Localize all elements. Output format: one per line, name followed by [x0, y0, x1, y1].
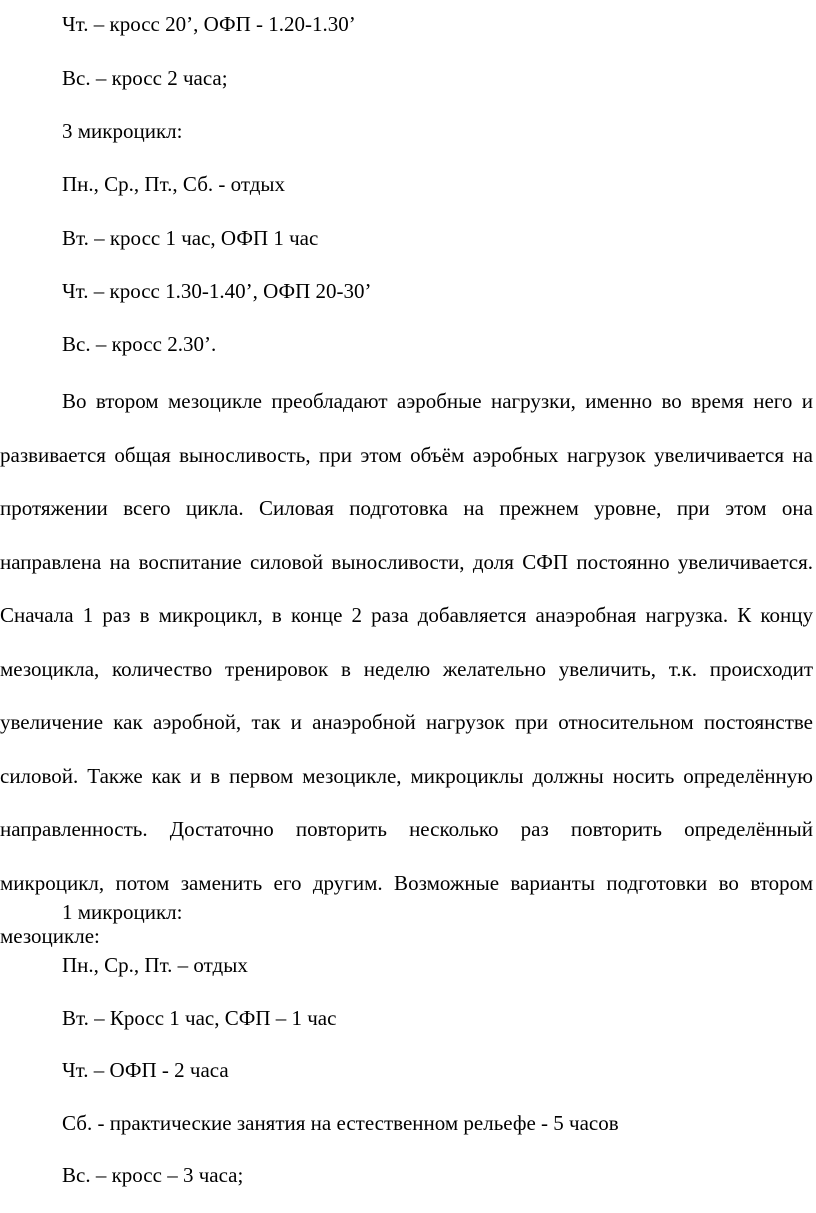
text-line: Пн., Ср., Пт. – отдых — [62, 953, 248, 977]
text-line: 3 микроцикл: — [62, 119, 183, 143]
text-line: Вс. – кросс – 3 часа; — [62, 1163, 244, 1187]
text-line: Чт. – кросс 20’, ОФП - 1.20-1.30’ — [62, 12, 356, 36]
text-line: Вт. – Кросс 1 час, СФП – 1 час — [62, 1006, 337, 1030]
text-line: Вс. – кросс 2.30’. — [62, 332, 217, 356]
text-line: 1 микроцикл: — [62, 900, 183, 924]
text-line: Чт. – ОФП - 2 часа — [62, 1058, 229, 1082]
text-line: Чт. – кросс 1.30-1.40’, ОФП 20-30’ — [62, 279, 372, 303]
body-paragraph: Во втором мезоцикле преобладают аэробные нагрузки, именно во время него и развивается общая выносливость, при этом объём аэробных нагрузок увеличивается на протяжении всего цикла. Силовая подготовка на прежнем уровне, при этом она направлена на воспитание силовой выносливости, доля СФП постоянно увеличивается. Сначала 1 раз в микроцикл, в конце 2 раза добавляется анаэробная нагрузка. К концу мезоцикла, количество тренировок в неделю желательно увеличить, т.к. происходит увеличение как аэробной, так и анаэробной нагрузок при относительном постоянстве силовой. Также как и в первом мезоцикле, микроциклы должны носить определённую направленность. Достаточно повторить несколько раз повторить определённый микроцикл, потом заменить его другим. Возможные варианты подготовки во втором мезоцикле: — [0, 389, 813, 948]
text-line: Вт. – кросс 1 час, ОФП 1 час — [62, 226, 319, 250]
text-line: Сб. - практические занятия на естественном рельефе - 5 часов — [62, 1111, 619, 1135]
text-line: Вс. – кросс 2 часа; — [62, 66, 228, 90]
text-line: Пн., Ср., Пт., Сб. - отдых — [62, 172, 286, 196]
